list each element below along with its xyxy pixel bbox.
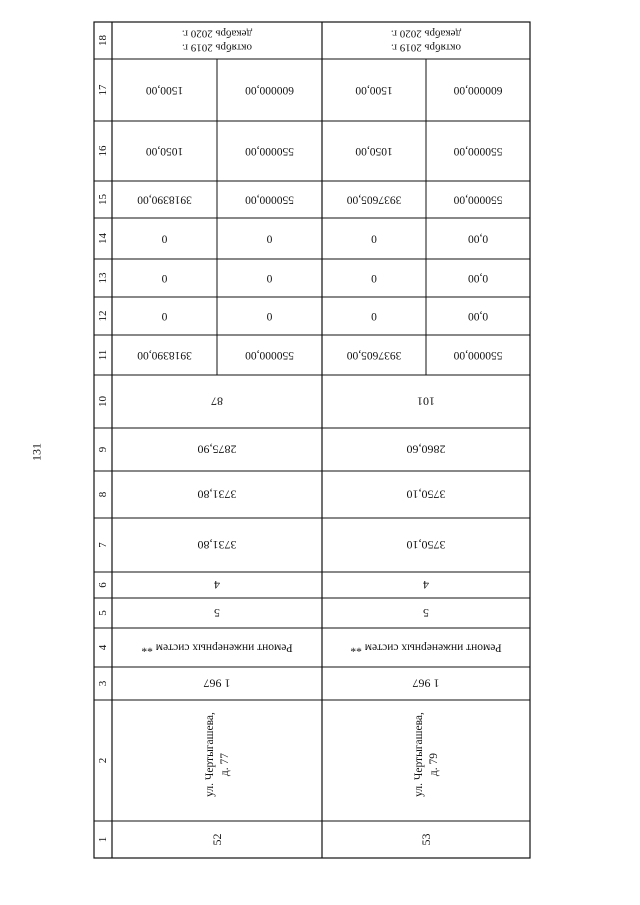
term-end: декабрь 2020 г. bbox=[390, 27, 462, 40]
column-number-11: 11 bbox=[97, 349, 109, 361]
term-end: декабрь 2020 г. bbox=[181, 27, 253, 40]
address-street: ул. Чертыгашева, bbox=[204, 712, 216, 797]
cost-value-col17-a: 1500,00 bbox=[355, 84, 393, 96]
cost-value-col13-b: 0,00 bbox=[467, 272, 489, 284]
cost-value-col14-a: 0 bbox=[371, 232, 377, 245]
cost-value-col15-a: 3937605,00 bbox=[346, 193, 402, 206]
term-start: октябрь 2019 г. bbox=[390, 41, 462, 54]
cost-value-col15-a: 3918390,00 bbox=[137, 193, 192, 206]
cost-value-col14-b: 0,00 bbox=[467, 232, 489, 245]
column-number-8: 8 bbox=[97, 491, 109, 498]
page-number: 131 bbox=[29, 443, 44, 461]
address-house: д. 79 bbox=[428, 752, 440, 777]
floors-count: 5 bbox=[423, 606, 429, 620]
column-number-16: 16 bbox=[97, 145, 109, 157]
build-year: 1 967 bbox=[203, 676, 231, 691]
column-number-5: 5 bbox=[97, 610, 109, 616]
cost-value-col13-b: 0 bbox=[266, 272, 273, 284]
build-year: 1 967 bbox=[412, 676, 440, 691]
cost-value-col15-b: 550000,00 bbox=[245, 193, 294, 206]
column-number-9: 9 bbox=[97, 446, 109, 453]
cost-value-col13-a: 0 bbox=[371, 272, 377, 284]
cost-value-col16-a: 1050,00 bbox=[355, 145, 393, 157]
term-start: октябрь 2019 г. bbox=[181, 41, 253, 54]
area-premises: 3750,10 bbox=[406, 487, 446, 502]
cost-value-col11-a: 3937605,00 bbox=[346, 349, 402, 361]
cost-value-col16-b: 550000,00 bbox=[453, 145, 503, 157]
address-street: ул. Чертыгашева, bbox=[413, 712, 425, 797]
column-number-13: 13 bbox=[97, 272, 109, 284]
total-area: 3750,10 bbox=[406, 538, 446, 552]
cost-value-col16-b: 550000,00 bbox=[245, 145, 294, 157]
living-area: 2875,90 bbox=[197, 442, 237, 457]
column-number-14: 14 bbox=[97, 233, 109, 244]
cost-value-col12-a: 0 bbox=[371, 310, 377, 322]
living-area: 2860,60 bbox=[406, 442, 446, 457]
cost-value-col11-b: 550000,00 bbox=[453, 349, 503, 361]
column-number-12: 12 bbox=[97, 310, 109, 322]
work-type: Ремонт инженерных систем ** bbox=[141, 641, 293, 654]
cost-value-col12-b: 0,00 bbox=[467, 310, 489, 322]
cost-value-col11-b: 550000,00 bbox=[245, 349, 294, 361]
column-number-6: 6 bbox=[97, 582, 109, 588]
residents-count: 87 bbox=[211, 394, 223, 409]
row-number: 52 bbox=[210, 833, 224, 846]
cost-value-col13-a: 0 bbox=[161, 272, 168, 284]
column-number-1: 1 bbox=[97, 836, 109, 843]
cost-value-col14-b: 0 bbox=[266, 232, 273, 245]
address-house: д. 77 bbox=[219, 752, 231, 777]
entrances-count: 4 bbox=[423, 578, 429, 592]
column-number-15: 15 bbox=[97, 194, 109, 205]
column-number-2: 2 bbox=[97, 757, 109, 764]
row-number: 53 bbox=[419, 833, 433, 846]
entrances-count: 4 bbox=[214, 578, 220, 592]
cost-value-col12-a: 0 bbox=[161, 310, 168, 322]
work-type: Ремонт инженерных систем ** bbox=[350, 641, 502, 654]
residents-count: 101 bbox=[417, 394, 435, 409]
cost-value-col17-b: 600000,00 bbox=[245, 84, 294, 96]
column-number-7: 7 bbox=[97, 542, 109, 548]
cost-value-col17-a: 1500,00 bbox=[145, 84, 184, 96]
floors-count: 5 bbox=[214, 606, 220, 620]
cost-value-col11-a: 3918390,00 bbox=[137, 349, 192, 361]
cost-value-col14-a: 0 bbox=[161, 232, 168, 245]
cost-value-col12-b: 0 bbox=[266, 310, 273, 322]
total-area: 3731,80 bbox=[197, 538, 237, 552]
column-number-17: 17 bbox=[97, 84, 109, 96]
column-number-18: 18 bbox=[97, 35, 109, 46]
area-premises: 3731,80 bbox=[197, 487, 237, 502]
column-number-4: 4 bbox=[97, 644, 109, 651]
cost-value-col17-b: 600000,00 bbox=[453, 84, 503, 96]
column-number-10: 10 bbox=[97, 396, 109, 407]
cost-value-col15-b: 550000,00 bbox=[453, 193, 503, 206]
cost-value-col16-a: 1050,00 bbox=[145, 145, 184, 157]
column-number-3: 3 bbox=[97, 680, 109, 687]
